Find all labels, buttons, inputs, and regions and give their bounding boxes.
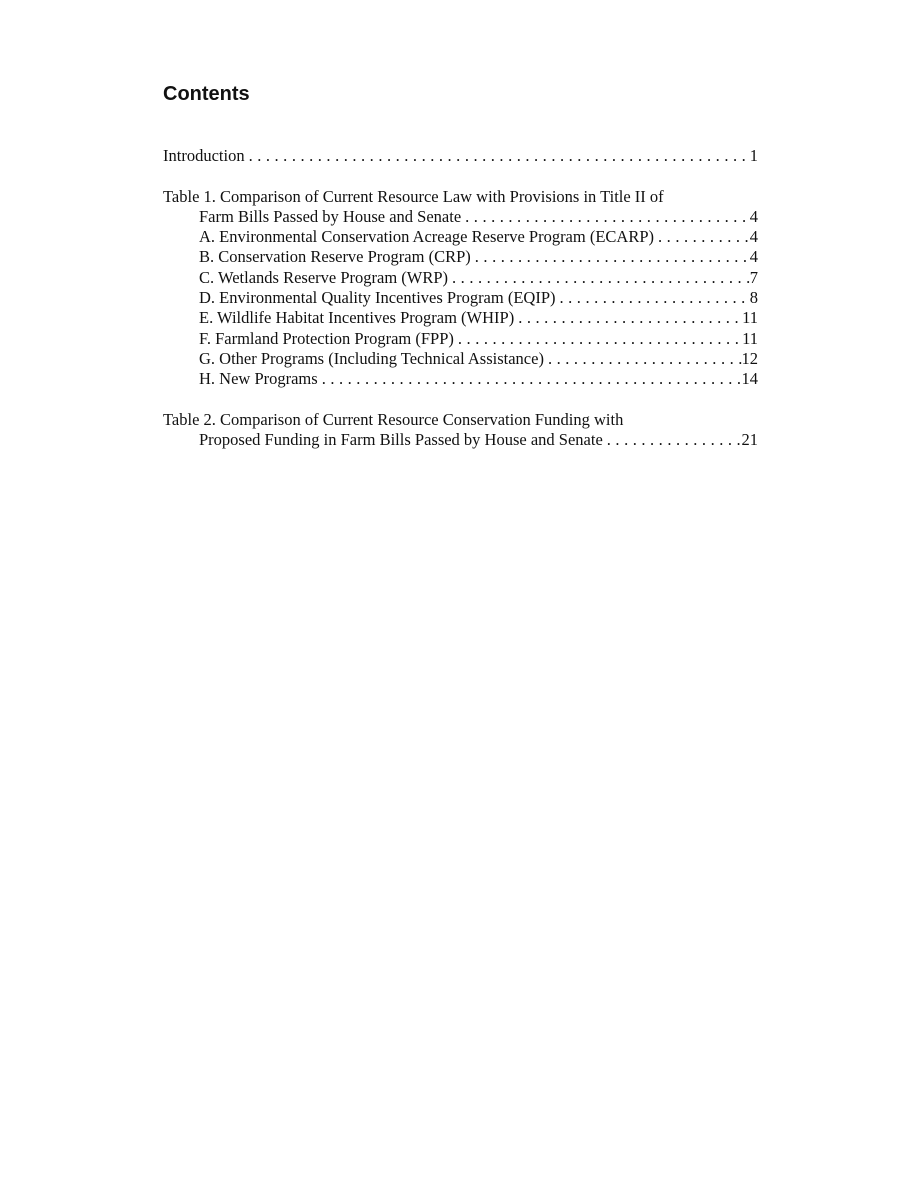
- toc-entry-eqip[interactable]: [163, 288, 758, 308]
- toc-page-number: 12: [741, 348, 758, 368]
- toc-page-number: 1: [749, 146, 758, 165]
- toc-entry-label: E. Wildlife Habitat Incentives Program (WHIP): [199, 308, 515, 328]
- table-of-contents: [163, 146, 758, 450]
- toc-page-number: 4: [749, 206, 758, 226]
- toc-entry-table2[interactable]: [163, 430, 758, 450]
- toc-entry-table2-heading[interactable]: Table 2. Comparison of Current Resource Conservation Funding with: [163, 409, 624, 429]
- toc-page-number: 11: [742, 308, 758, 328]
- toc-entry-label: Farm Bills Passed by House and Senate: [199, 206, 462, 226]
- toc-page-number: 4: [749, 247, 758, 267]
- dot-leader: [461, 207, 750, 227]
- toc-entry-fpp[interactable]: [163, 329, 758, 349]
- toc-entry-wrp[interactable]: [163, 268, 758, 288]
- toc-entry-label: Proposed Funding in Farm Bills Passed by House and Senate: [199, 430, 603, 450]
- toc-page-number: 21: [741, 430, 758, 450]
- toc-entry-label: Introduction: [163, 146, 245, 165]
- toc-entry-new-programs[interactable]: [163, 369, 758, 389]
- toc-entry-label: F. Farmland Protection Program (FPP): [199, 328, 454, 348]
- dot-leader: [654, 227, 750, 247]
- dot-leader: [603, 430, 742, 450]
- toc-entry-label: A. Environmental Conservation Acreage Reserve Program (ECARP): [199, 227, 655, 247]
- toc-entry-crp[interactable]: [163, 247, 758, 267]
- toc-page-number: 8: [749, 288, 758, 308]
- toc-page-number: 4: [749, 227, 758, 247]
- toc-entry-table1-heading[interactable]: Table 1. Comparison of Current Resource Law with Provisions in Title II of: [163, 186, 664, 206]
- toc-entry-ecarp[interactable]: [163, 227, 758, 247]
- spacer: [163, 166, 758, 186]
- dot-leader: [544, 349, 742, 369]
- dot-leader: [318, 369, 742, 389]
- toc-page-number: 14: [741, 369, 758, 389]
- dot-leader: [245, 146, 750, 166]
- toc-page-number: 11: [742, 328, 758, 348]
- toc-entry-table1[interactable]: [163, 207, 758, 227]
- toc-entry-label: G. Other Programs (Including Technical Assistance): [199, 348, 544, 368]
- toc-page-number: 7: [749, 267, 758, 287]
- toc-entry-label: B. Conservation Reserve Program (CRP): [199, 247, 471, 267]
- toc-entry-introduction[interactable]: [163, 146, 758, 166]
- toc-entry-whip[interactable]: [163, 308, 758, 328]
- toc-entry-other-programs[interactable]: [163, 349, 758, 369]
- dot-leader: [448, 268, 750, 288]
- dot-leader: [514, 308, 742, 328]
- dot-leader: [471, 247, 750, 267]
- dot-leader: [454, 329, 742, 349]
- toc-entry-label: D. Environmental Quality Incentives Program (EQIP): [199, 288, 556, 308]
- toc-entry-label: H. New Programs: [199, 369, 318, 389]
- spacer: [163, 390, 758, 410]
- dot-leader: [556, 288, 750, 308]
- toc-entry-label: C. Wetlands Reserve Program (WRP): [199, 267, 449, 287]
- page-title: Contents: [163, 83, 250, 105]
